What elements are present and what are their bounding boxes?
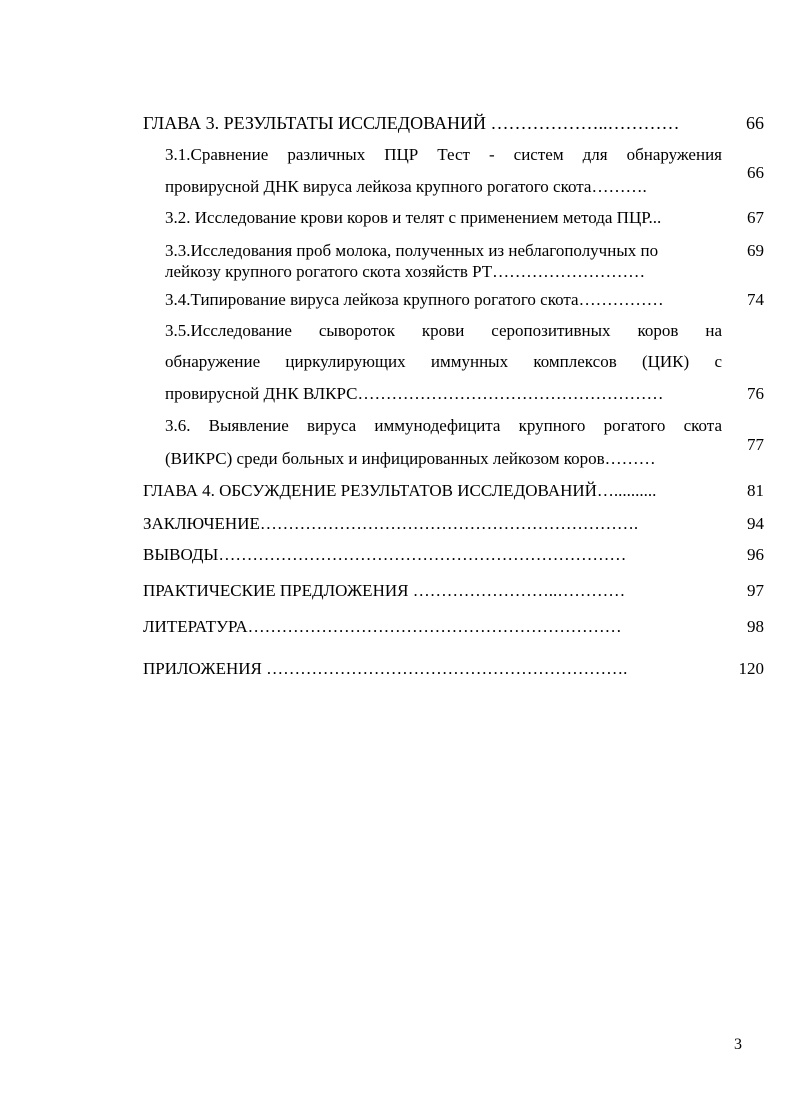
- toc-page-number: 97: [747, 581, 764, 600]
- toc-findings: ВЫВОДЫ………………………………………………………………: [143, 545, 627, 564]
- toc-practical-proposals: ПРАКТИЧЕСКИЕ ПРЕДЛОЖЕНИЯ ……………………..…………: [143, 581, 626, 600]
- toc-page-number: 69: [747, 241, 764, 260]
- page-number: 3: [734, 1036, 742, 1053]
- toc-page-number: 67: [747, 208, 764, 227]
- toc-page-number: 81: [747, 481, 764, 500]
- toc-section-3-6-line2: (ВИКРС) среди больных и инфицированных лейкозом коров………: [165, 449, 656, 468]
- toc-section-3-5-line3: провирусной ДНК ВЛКРС………………………………………………: [165, 384, 664, 403]
- toc-chapter-4: ГЛАВА 4. ОБСУЖДЕНИЕ РЕЗУЛЬТАТОВ ИССЛЕДОВАНИЙ…..........: [143, 481, 657, 500]
- toc-section-3-6-line1: 3.6. Выявление вируса иммунодефицита крупного рогатого скота: [165, 416, 722, 435]
- toc-page-number: 66: [746, 113, 764, 133]
- toc-section-3-4: 3.4.Типирование вируса лейкоза крупного рогатого скота……………: [165, 290, 664, 309]
- toc-section-3-1-line2: провирусной ДНК вируса лейкоза крупного рогатого скота……….: [165, 177, 647, 196]
- toc-literature: ЛИТЕРАТУРА…………………………………………………………: [143, 617, 622, 636]
- toc-section-3-5-line1: 3.5.Исследование сывороток крови серопозитивных коров на: [165, 321, 722, 340]
- toc-page-number: 96: [747, 545, 764, 564]
- toc-page-number: 66: [747, 163, 764, 182]
- toc-section-3-3-line2: лейкозу крупного рогатого скота хозяйств РТ………………………: [165, 262, 646, 281]
- toc-page-number: 94: [747, 514, 764, 533]
- toc-section-3-5-line2: обнаружение циркулирующих иммунных комплексов (ЦИК) с: [165, 352, 722, 371]
- toc-appendices: ПРИЛОЖЕНИЯ ……………………………………………………….: [143, 659, 628, 678]
- toc-conclusion: ЗАКЛЮЧЕНИЕ………………………………………………………….: [143, 514, 639, 533]
- toc-page-number: 76: [747, 384, 764, 403]
- toc-page-number: 120: [738, 659, 764, 678]
- toc-page-number: 98: [747, 617, 764, 636]
- toc-page-number: 74: [747, 290, 764, 309]
- toc-section-3-2: 3.2. Исследование крови коров и телят с применением метода ПЦР...: [165, 208, 662, 227]
- toc-chapter-3: ГЛАВА 3. РЕЗУЛЬТАТЫ ИССЛЕДОВАНИЙ ………………..…………: [143, 113, 680, 133]
- toc-section-3-1-line1: 3.1.Сравнение различных ПЦР Тест - систем для обнаружения: [165, 145, 722, 164]
- toc-section-3-3-line1: 3.3.Исследования проб молока, полученных из неблагополучных по: [165, 241, 659, 260]
- toc-page-number: 77: [747, 435, 764, 454]
